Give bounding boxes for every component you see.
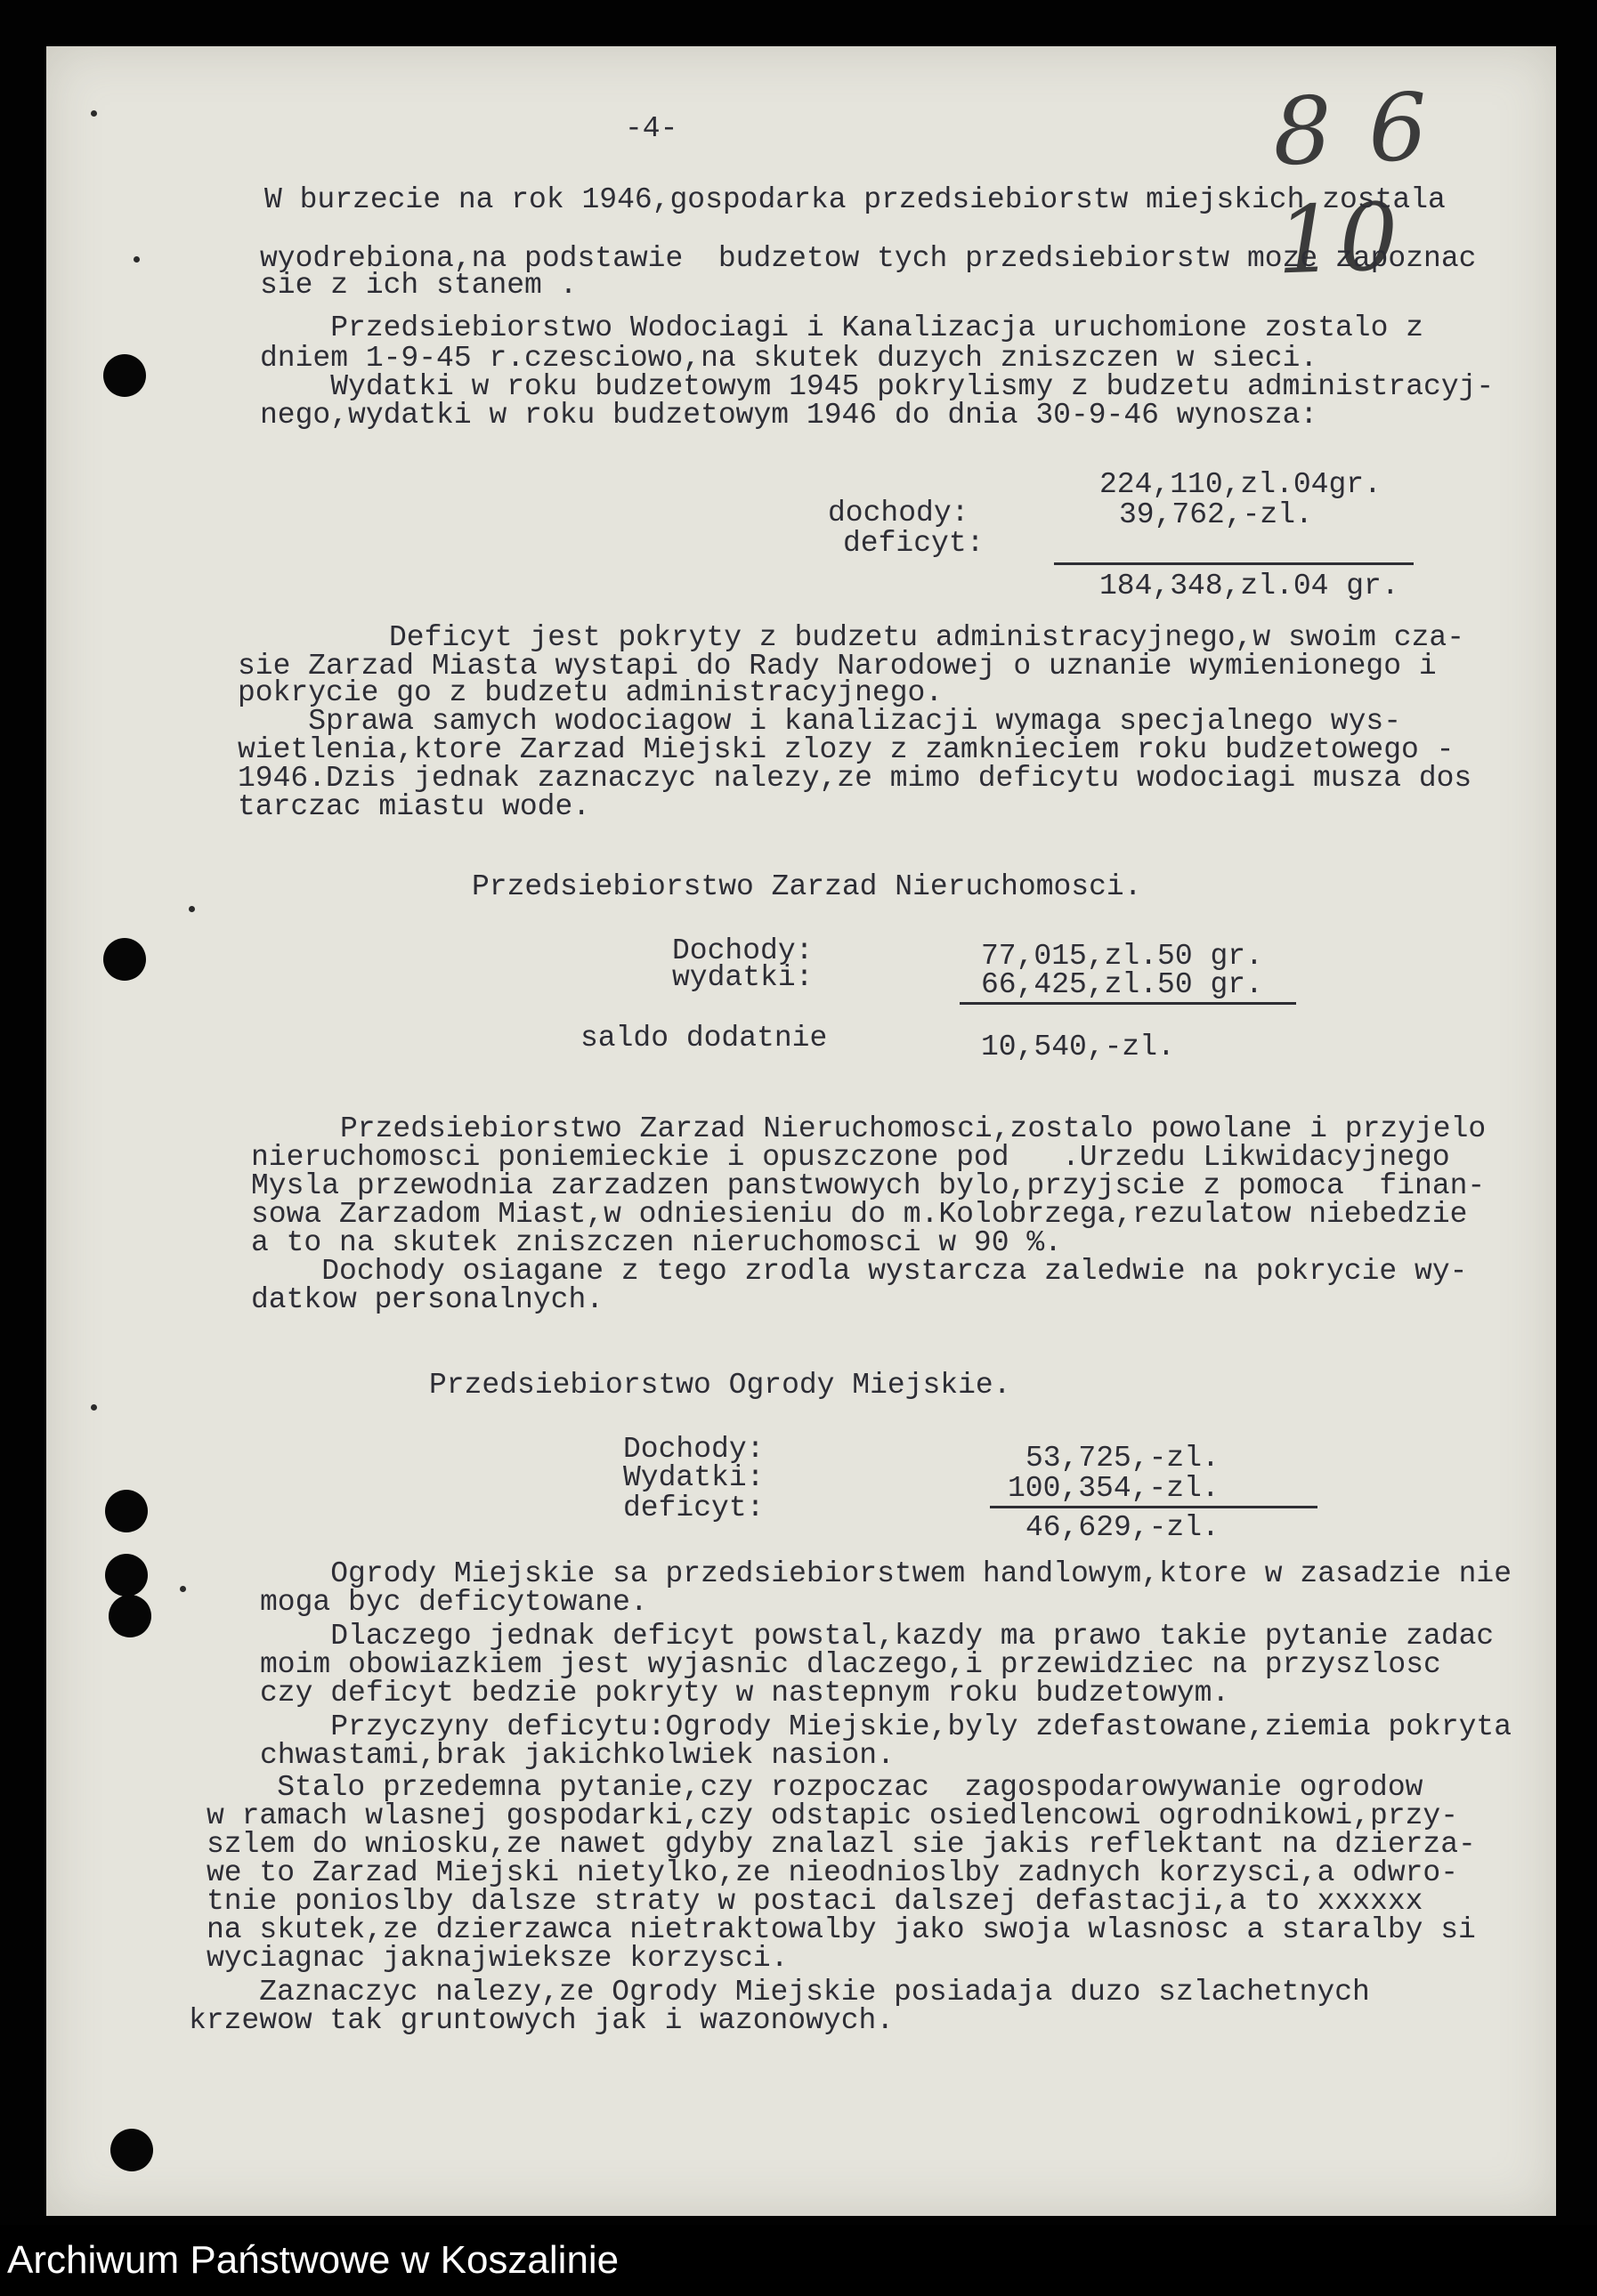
body-line: tnie ponioslby dalsze straty w postaci dalszej defastacji,a to xxxxxx	[207, 1885, 1423, 1918]
body-line: Mysla przewodnia zarzadzen panstwowych bylo,przyjscie z pomoca finan-	[251, 1169, 1486, 1202]
body-line: krzewow tak gruntowych jak i wazonowych.	[189, 2004, 895, 2037]
body-line: W burzecie na rok 1946,gospodarka przedsiebiorstw miejskich zostala	[264, 183, 1446, 216]
section-heading: Przedsiebiorstwo Zarzad Nieruchomosci.	[472, 870, 1142, 903]
property-value: 66,425,zl.50 gr.	[981, 968, 1263, 1001]
property-value: 77,015,zl.50 gr.	[981, 940, 1263, 973]
body-line: na skutek,ze dzierzawca nietraktowalby jako swoja wlasnosc a staralby si	[207, 1913, 1476, 1946]
body-line: Zaznaczyc nalezy,ze Ogrody Miejskie posiadaja duzo szlachetnych	[189, 1976, 1370, 2009]
water-value: 39,762,-zl.	[1119, 498, 1313, 531]
punch-hole	[109, 1595, 151, 1637]
body-line: Przyczyny deficytu:Ogrody Miejskie,byly zdefastowane,ziemia pokryta	[260, 1710, 1512, 1743]
body-line: a to na skutek zniszczen nieruchomosci w 90 %.	[251, 1226, 1062, 1259]
body-line: tarczac miastu wode.	[238, 790, 591, 823]
water-value: 224,110,zl.04gr.	[1099, 468, 1382, 501]
gardens-value: 53,725,-zl.	[1025, 1442, 1220, 1475]
body-line: 1946.Dzis jednak zaznaczyc nalezy,ze mimo deficytu wodociagi musza dos	[238, 762, 1472, 795]
body-line: Przedsiebiorstwo Zarzad Nieruchomosci,zostalo powolane i przyjelo	[340, 1112, 1487, 1145]
body-line: Przedsiebiorstwo Wodociagi i Kanalizacja uruchomione zostalo z	[260, 311, 1424, 344]
margin-mark	[91, 1404, 97, 1411]
punch-hole	[105, 1490, 148, 1532]
body-line: Dochody osiagane z tego zrodla wystarcza zaledwie na pokrycie wy-	[251, 1255, 1468, 1288]
body-line: w ramach wlasnej gospodarki,czy odstapic osiedlencowi ogrodnikowi,przy-	[207, 1799, 1459, 1832]
property-label: wydatki:	[672, 961, 814, 994]
archive-footer: Archiwum Państwowe w Koszalinie	[0, 2225, 1597, 2296]
body-line: Dlaczego jednak deficyt powstal,kazdy ma prawo takie pytanie zadac	[260, 1620, 1495, 1653]
body-line: Stalo przedemna pytanie,czy rozpoczac zagospodarowywanie ogrodow	[207, 1771, 1423, 1804]
margin-mark	[134, 256, 140, 263]
body-line: sie z ich stanem .	[260, 269, 578, 302]
body-line: moim obowiazkiem jest wyjasnic dlaczego,i przewidziec na przyszlosc	[260, 1648, 1441, 1681]
body-line: dniem 1-9-45 r.czesciowo,na skutek duzych zniszczen w sieci.	[260, 342, 1318, 375]
page-number: -4-	[625, 112, 678, 145]
body-line: wyodrebiona,na podstawie budzetow tych przedsiebiorstw moze zapoznac	[260, 242, 1477, 275]
section-heading: Przedsiebiorstwo Ogrody Miejskie.	[429, 1369, 1011, 1402]
gardens-label: deficyt:	[623, 1492, 765, 1524]
sum-rule	[960, 1002, 1296, 1005]
gardens-label: Dochody:	[623, 1433, 765, 1466]
body-line: nego,wydatki w roku budzetowym 1946 do dnia 30-9-46 wynosza:	[260, 399, 1318, 432]
body-line: moga byc deficytowane.	[260, 1586, 648, 1619]
body-line: we to Zarzad Miejski nietylko,ze nieodnioslby zadnych korzysci,a odwro-	[207, 1856, 1459, 1889]
body-line: wietlenia,ktore Zarzad Miejski zlozy z zamknieciem roku budzetowego -	[238, 733, 1455, 766]
body-line: pokrycie go z budzetu administracyjnego.	[238, 676, 944, 709]
sum-rule	[1054, 562, 1414, 565]
body-line: sie Zarzad Miasta wystapi do Rady Narodowej o uznanie wymienionego i	[238, 650, 1437, 683]
gardens-label: Wydatki:	[623, 1461, 765, 1494]
body-line: datkow personalnych.	[251, 1283, 604, 1316]
body-line: Deficyt jest pokryty z budzetu administracyjnego,w swoim cza-	[389, 621, 1464, 654]
body-line: chwastami,brak jakichkolwiek nasion.	[260, 1739, 895, 1772]
margin-mark	[180, 1586, 186, 1592]
document-page	[46, 46, 1556, 2216]
water-label-income: dochody:	[828, 497, 969, 530]
body-line: Sprawa samych wodociagow i kanalizacji wymaga specjalnego wys-	[238, 705, 1402, 738]
punch-hole	[103, 938, 146, 981]
punch-hole	[103, 354, 146, 397]
water-value-total: 184,348,zl.04 gr.	[1099, 570, 1399, 602]
saldo-value: 10,540,-zl.	[981, 1031, 1175, 1063]
gardens-value-total: 46,629,-zl.	[1025, 1511, 1220, 1544]
body-line: wyciagnac jaknajwieksze korzysci.	[207, 1942, 789, 1975]
margin-mark	[91, 110, 97, 117]
margin-mark	[189, 906, 195, 912]
saldo-label: saldo dodatnie	[580, 1022, 828, 1055]
water-label-deficit: deficyt:	[843, 527, 985, 560]
handwritten-number: 8 6 10	[1270, 72, 1433, 295]
body-line: Ogrody Miejskie sa przedsiebiorstwem handlowym,ktore w zasadzie nie	[260, 1557, 1512, 1590]
body-line: nieruchomosci poniemieckie i opuszczone pod .Urzedu Likwidacyjnego	[251, 1141, 1450, 1174]
punch-hole	[105, 1554, 148, 1597]
gardens-value: 100,354,-zl.	[1008, 1472, 1220, 1505]
punch-hole	[110, 2129, 153, 2171]
body-line: czy deficyt bedzie pokryty w nastepnym roku budzetowym.	[260, 1677, 1230, 1710]
property-label: Dochody:	[672, 934, 814, 967]
body-line: szlem do wniosku,ze nawet gdyby znalazl sie jakis reflektant na dzierza-	[207, 1828, 1476, 1861]
body-line: sowa Zarzadom Miast,w odniesieniu do m.Kolobrzega,rezulatow niebedzie	[251, 1198, 1468, 1231]
sum-rule	[990, 1506, 1317, 1508]
body-line: Wydatki w roku budzetowym 1945 pokrylismy z budzetu administracyj-	[260, 370, 1495, 403]
